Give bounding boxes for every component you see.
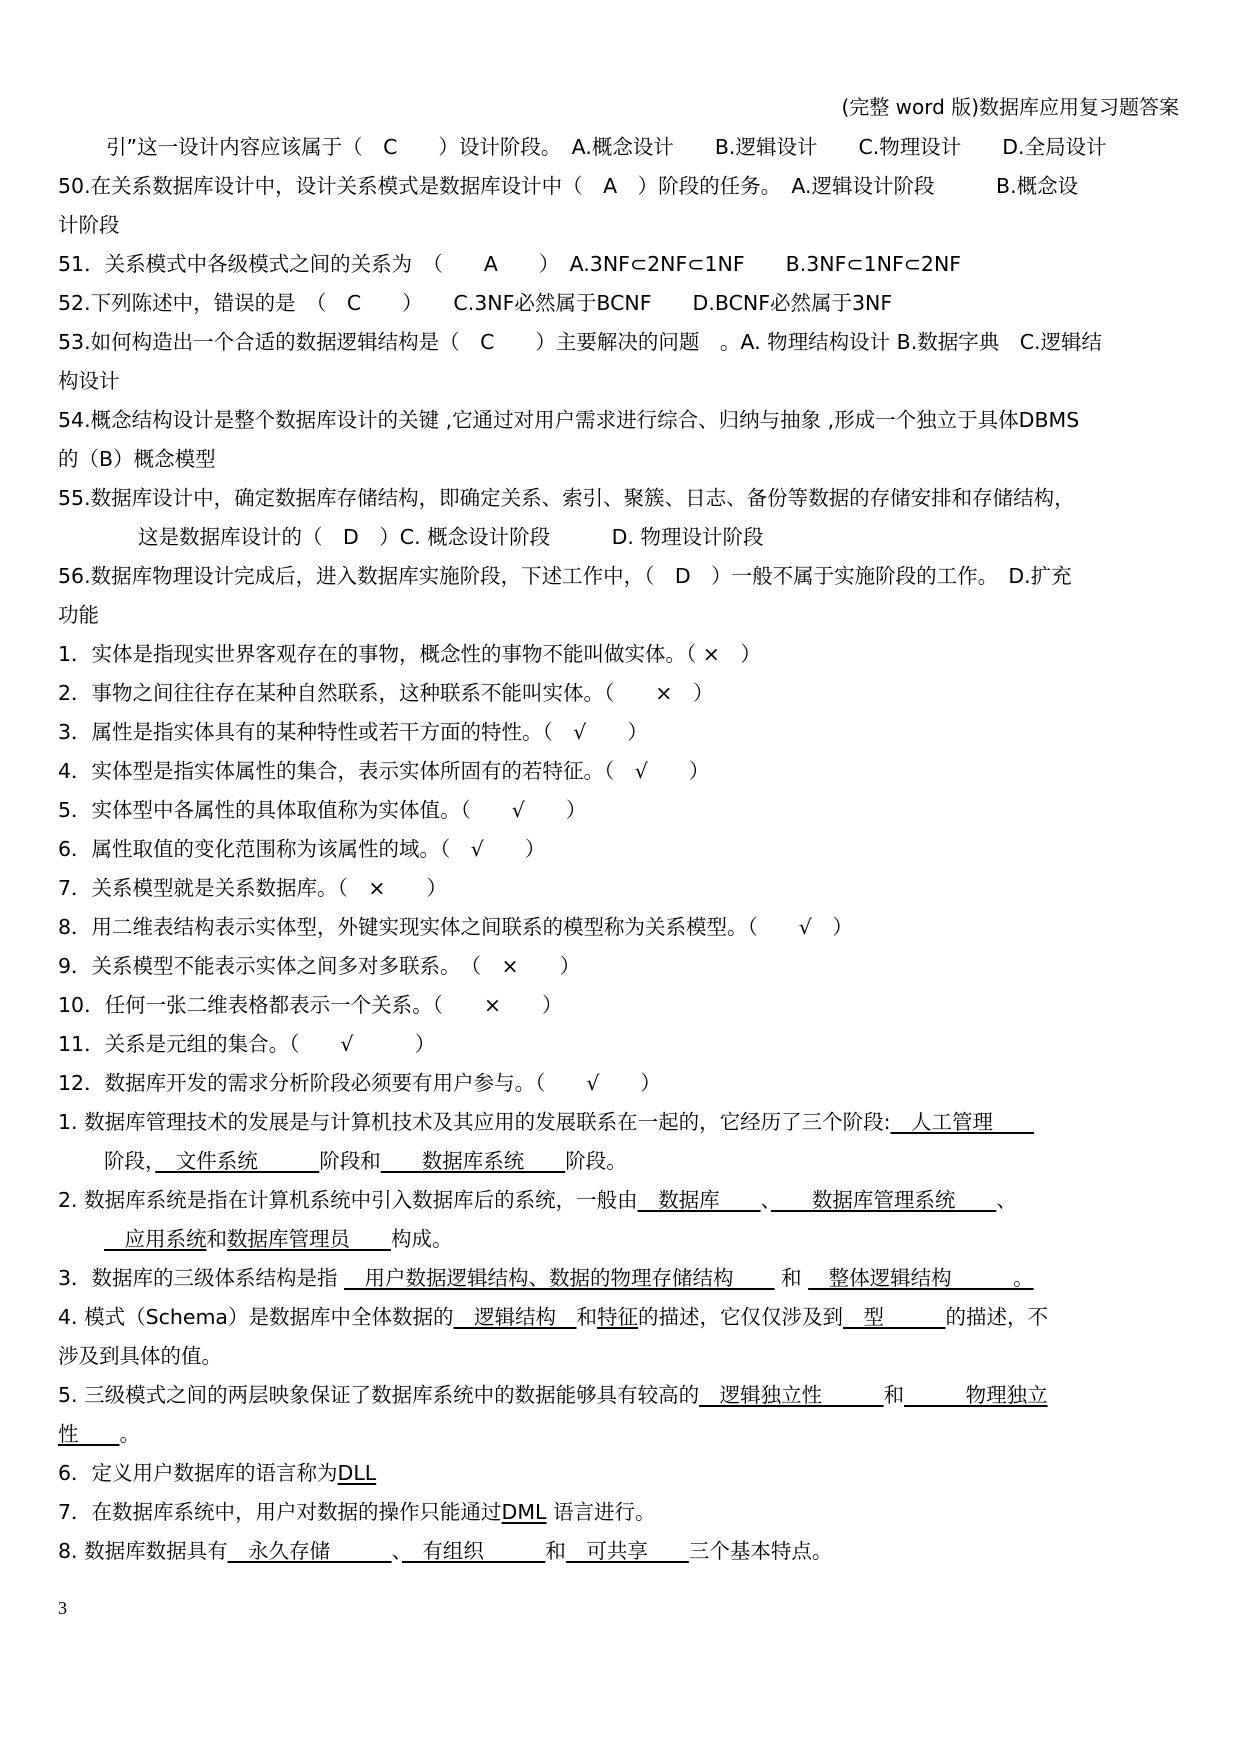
tf-item: 4．实体型是指实体属性的集合，表示实体所固有的若特征。（ √ ） [58,759,710,783]
question-55: 55.数据库设计中，确定数据库存储结构，即确定关系、索引、聚簇、日志、备份等数据的存储安排和存储结构， [58,486,1075,510]
fill-item-7 [58,1493,1188,1532]
question-51: 51．关系模式中各级模式之间的关系为 （ A ） A.3NF⊂2NF⊂1NF B.3NF⊂1NF⊂2NF [58,252,962,276]
fill-item-3 [58,1259,1188,1298]
fill-answer: 人工管理 [890,1110,1034,1134]
question-52: 52.下列陈述中，错误的是 （ C ） C.3NF必然属于BCNF D.BCNF必然属于3NF [58,291,893,315]
question-53: 53.如何构造出一个合适的数据逻辑结构是（ C ）主要解决的问题 。A. 物理结构设计 B.数据字典 C.逻辑结 [58,330,1103,354]
fill-answer: 永久存储 [227,1539,392,1563]
page-number: 3 [58,1598,67,1618]
fill-answer: 用户数据逻辑结构、数据的物理存储结构 [344,1266,775,1290]
question-56-cont: 功能 [58,603,99,627]
fill-answer: DML [501,1500,547,1524]
fill-item-1 [58,1103,1188,1142]
fill-text: 2. 数据库系统是指在计算机系统中引入数据库后的系统，一般由 [58,1188,638,1212]
fill-text: 5. 三级模式之间的两层映象保证了数据库系统中的数据能够具有较高的 [58,1383,700,1407]
document-body [58,128,1188,1571]
fill-text: 三个基本特点。 [688,1539,833,1563]
fill-answer: 物理独立 [904,1383,1048,1407]
fill-text: 。 [119,1422,140,1446]
fill-text: 和 [545,1539,566,1563]
fill-answer: 逻辑结构 [453,1305,577,1329]
tf-item: 3．属性是指实体具有的某种特性或若干方面的特性。（ √ ） [58,720,648,744]
fill-text: 3．数据库的三级体系结构是指 [58,1266,345,1290]
fill-answer: DLL [337,1461,377,1485]
fill-answer: 逻辑独立性 [699,1383,884,1407]
fill-text: 的描述，不 [945,1305,1048,1329]
fill-answer: 文件系统 [155,1149,320,1173]
document-header: (完整 word 版)数据库应用复习题答案 [841,95,1179,119]
tf-item: 8．用二维表结构表示实体型，外键实现实体之间联系的模型称为关系模型。（ √ ） [58,915,853,939]
question-55-cont: 这是数据库设计的（ D ）C. 概念设计阶段 D. 物理设计阶段 [138,525,764,549]
fill-text: 1. 数据库管理技术的发展是与计算机技术及其应用的发展联系在一起的，它经历了三个阶段: [58,1110,891,1134]
fill-item-8 [58,1532,1188,1571]
fill-text: 和 [774,1266,809,1290]
fill-text: 6．定义用户数据库的语言称为 [58,1461,338,1485]
fill-item-5 [58,1376,1188,1415]
fill-text: 8. 数据库数据具有 [58,1539,228,1563]
question-49-tail: 引”这一设计内容应该属于（ C ）设计阶段。 A.概念设计 B.逻辑设计 C.物理设计 D.全局设计 [106,135,1107,159]
fill-answer: 应用系统 [104,1227,207,1251]
fill-text: 的描述，它仅仅涉及到 [638,1305,843,1329]
fill-text: 和 [576,1305,597,1329]
fill-text: 、 [760,1188,771,1212]
fill-answer: 数据库管理员 [227,1227,391,1251]
fill-text: 和 [883,1383,905,1407]
fill-answer: 可共享 [565,1539,689,1563]
fill-text: 阶段， [104,1149,156,1173]
fill-answer: 数据库系统 [380,1149,566,1173]
fill-text: 阶段。 [565,1149,627,1173]
fill-answer: 型 [843,1305,946,1329]
fill-text: 构成。 [391,1227,453,1251]
question-54-cont: 的（B）概念模型 [58,447,216,471]
fill-item-2-cont [58,1220,1188,1259]
fill-text: 、 [391,1539,402,1563]
tf-item: 10．任何一张二维表格都表示一个关系。（ × ） [58,993,563,1017]
fill-answer: 性 [58,1422,120,1446]
fill-item-4-cont: 涉及到具体的值。 [58,1344,222,1368]
tf-item: 6．属性取值的变化范围称为该属性的域。（ √ ） [58,837,546,861]
tf-item: 12．数据库开发的需求分析阶段必须要有用户参与。（ √ ） [58,1071,661,1095]
fill-text: 和 [206,1227,227,1251]
fill-item-6 [58,1454,1188,1493]
fill-answer: 有组织 [401,1539,546,1563]
fill-text: 语言进行。 [552,1500,656,1524]
fill-text: 7．在数据库系统中，用户对数据的操作只能通过 [58,1500,502,1524]
tf-item: 11．关系是元组的集合。（ √ ） [58,1032,436,1056]
question-53-cont: 构设计 [58,369,120,393]
fill-item-5-cont [58,1415,1188,1454]
fill-item-4 [58,1298,1188,1337]
fill-item-2 [58,1181,1188,1220]
fill-text: 4. 模式（Schema）是数据库中全体数据的 [58,1305,454,1329]
fill-answer: 整体逻辑结构 。 [808,1266,1034,1290]
tf-item: 9．关系模型不能表示实体之间多对多联系。 （ × ） [58,954,581,978]
tf-item: 7．关系模型就是关系数据库。（ × ） [58,876,447,900]
fill-answer: 数据库管理系统 [770,1188,997,1212]
fill-text: 阶段和 [319,1149,381,1173]
question-54: 54.概念结构设计是整个数据库设计的关键 ,它通过对用户需求进行综合、归纳与抽象 ,形成一个独立于具体DBMS [58,408,1080,432]
tf-item: 1．实体是指现实世界客观存在的事物，概念性的事物不能叫做实体。（ × ） [58,642,761,666]
tf-item: 2．事物之间往往存在某种自然联系，这种联系不能叫实体。（ × ） [58,681,714,705]
fill-item-1-cont [58,1142,1188,1181]
fill-answer: 特征 [597,1305,638,1329]
fill-text: 、 [996,1188,1017,1212]
question-50-cont: 计阶段 [58,213,120,237]
tf-item: 5．实体型中各属性的具体取值称为实体值。（ √ ） [58,798,587,822]
fill-answer: 数据库 [637,1188,761,1212]
question-50: 50.在关系数据库设计中，设计关系模式是数据库设计中（ A ）阶段的任务。 A.逻辑设计阶段 B.概念设 [58,174,1079,198]
question-56: 56.数据库物理设计完成后，进入数据库实施阶段，下述工作中，（ D ）一般不属于实施阶段的工作。 D.扩充 [58,564,1072,588]
